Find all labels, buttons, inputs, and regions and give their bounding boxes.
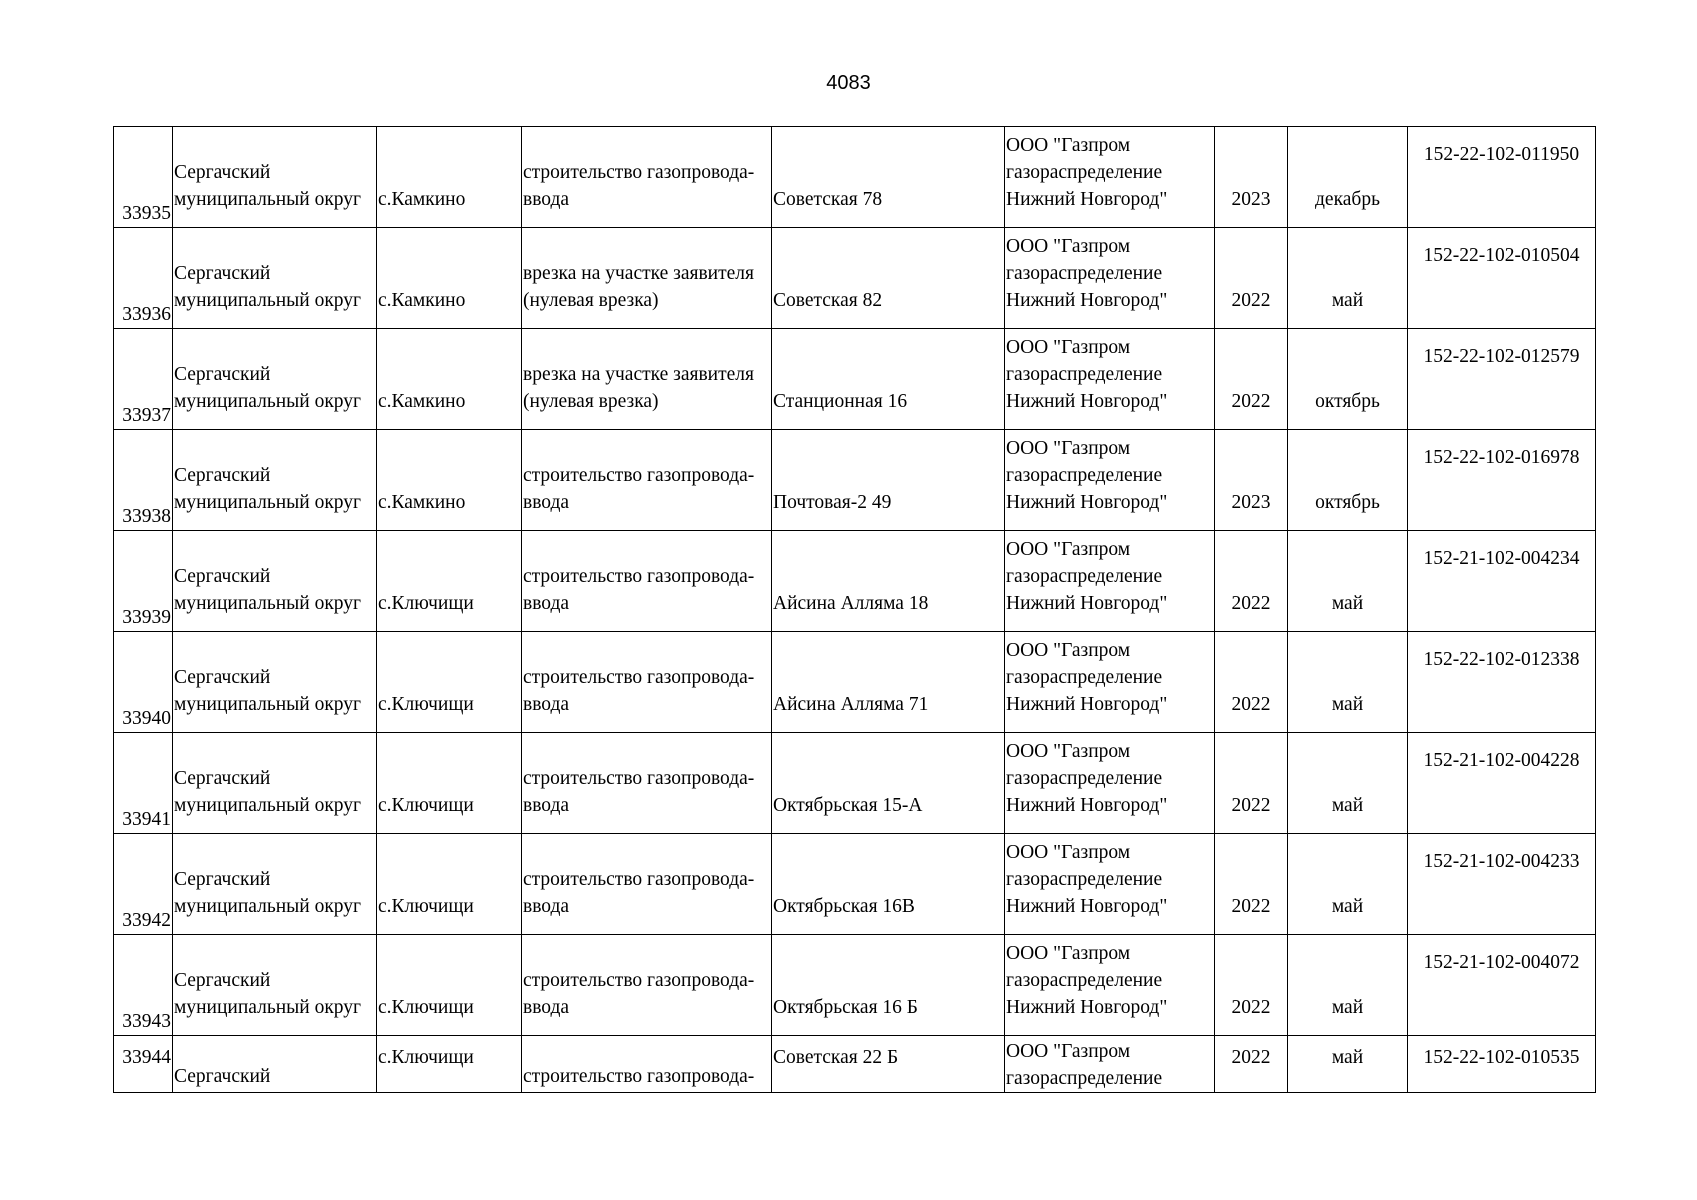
work-line-2: (нулевая врезка) [523, 391, 659, 412]
org-line-3: Нижний Новгород" [1006, 492, 1168, 513]
district-cell [173, 1036, 377, 1093]
row-id-cell [114, 1036, 173, 1093]
year-cell [1215, 935, 1288, 1036]
settlement: с.Камкино [378, 290, 466, 311]
work-line-2: ввода [523, 694, 570, 715]
address: Почтовая-2 49 [773, 492, 892, 513]
work-type-cell [522, 632, 772, 733]
org-line-1: ООО "Газпром [1006, 438, 1131, 459]
code-cell [1408, 834, 1596, 935]
year: 2022 [1231, 997, 1271, 1018]
row-id: 33943 [122, 1011, 171, 1032]
address: Октябрьская 16В [773, 896, 915, 917]
org-line-1: ООО "Газпром [1006, 236, 1131, 257]
district-line-1: Сергачский [174, 1066, 271, 1087]
org-line-3: Нижний Новгород" [1006, 896, 1168, 917]
row-id-cell [114, 935, 173, 1036]
work-type-cell [522, 430, 772, 531]
district-line-1: Сергачский [174, 768, 271, 789]
year: 2022 [1231, 1047, 1271, 1068]
year: 2022 [1231, 593, 1271, 614]
org-line-3: Нижний Новгород" [1006, 694, 1168, 715]
address-cell [772, 1036, 1005, 1093]
row-id: 33935 [122, 203, 171, 224]
address-cell [772, 329, 1005, 430]
org-line-2: газораспределение [1006, 667, 1163, 688]
work-type-cell [522, 531, 772, 632]
row-id-cell [114, 632, 173, 733]
organization-cell [1005, 935, 1215, 1036]
org-line-2: газораспределение [1006, 768, 1163, 789]
district-line-1: Сергачский [174, 465, 271, 486]
code-cell [1408, 935, 1596, 1036]
address-cell [772, 935, 1005, 1036]
work-line-1: строительство газопровода- [523, 1066, 755, 1087]
code-cell [1408, 228, 1596, 329]
org-line-1: ООО "Газпром [1006, 741, 1131, 762]
year-cell [1215, 329, 1288, 430]
settlement-cell [377, 1036, 522, 1093]
organization-cell [1005, 127, 1215, 228]
district-line-2: муниципальный округ [174, 593, 362, 614]
code-cell [1408, 430, 1596, 531]
year-cell [1215, 430, 1288, 531]
org-line-1: ООО "Газпром [1006, 135, 1131, 156]
district-cell [173, 935, 377, 1036]
row-id-cell [114, 228, 173, 329]
settlement: с.Ключищи [378, 694, 474, 715]
org-line-2: газораспределение [1006, 566, 1163, 587]
settlement: с.Ключищи [378, 896, 474, 917]
row-id-cell [114, 733, 173, 834]
application-code: 152-21-102-004233 [1423, 851, 1580, 872]
settlement-cell [377, 531, 522, 632]
address-cell [772, 531, 1005, 632]
page-number: 4083 [826, 72, 871, 94]
work-line-1: строительство газопровода- [523, 869, 755, 890]
code-cell [1408, 127, 1596, 228]
org-line-2: газораспределение [1006, 263, 1163, 284]
organization-cell [1005, 1036, 1215, 1093]
district-line-2: муниципальный округ [174, 896, 362, 917]
application-code: 152-22-102-011950 [1423, 144, 1580, 165]
table-row [114, 1036, 1596, 1093]
work-line-1: строительство газопровода- [523, 768, 755, 789]
table-row [114, 531, 1596, 632]
org-line-2: газораспределение [1006, 970, 1163, 991]
org-line-3: Нижний Новгород" [1006, 593, 1168, 614]
row-id: 33941 [122, 809, 171, 830]
year: 2022 [1231, 290, 1271, 311]
year-cell [1215, 127, 1288, 228]
month-cell [1288, 430, 1408, 531]
application-code: 152-22-102-010535 [1423, 1047, 1580, 1068]
work-line-1: строительство газопровода- [523, 667, 755, 688]
work-line-1: врезка на участке заявителя [523, 364, 754, 385]
organization-cell [1005, 228, 1215, 329]
work-type-cell [522, 935, 772, 1036]
code-cell [1408, 733, 1596, 834]
application-code: 152-21-102-004234 [1423, 548, 1580, 569]
address-cell [772, 834, 1005, 935]
year-cell [1215, 733, 1288, 834]
work-type-cell [522, 228, 772, 329]
month: май [1331, 1047, 1364, 1068]
year-cell [1215, 1036, 1288, 1093]
district-line-2: муниципальный округ [174, 391, 362, 412]
org-line-3: Нижний Новгород" [1006, 290, 1168, 311]
work-line-2: ввода [523, 593, 570, 614]
year-cell [1215, 632, 1288, 733]
month-cell [1288, 1036, 1408, 1093]
org-line-1: ООО "Газпром [1006, 1041, 1131, 1062]
month-cell [1288, 834, 1408, 935]
address-cell [772, 127, 1005, 228]
org-line-1: ООО "Газпром [1006, 539, 1131, 560]
settlement-cell [377, 430, 522, 531]
district-line-2: муниципальный округ [174, 795, 362, 816]
row-id: 33938 [122, 506, 171, 527]
district-line-1: Сергачский [174, 162, 271, 183]
month: май [1331, 694, 1364, 715]
org-line-3: Нижний Новгород" [1006, 997, 1168, 1018]
row-id-cell [114, 430, 173, 531]
year: 2022 [1231, 694, 1271, 715]
org-line-2: газораспределение [1006, 1068, 1163, 1089]
settlement-cell [377, 329, 522, 430]
address: Советская 22 Б [773, 1047, 899, 1068]
org-line-2: газораспределение [1006, 465, 1163, 486]
row-id: 33940 [122, 708, 171, 729]
district-line-2: муниципальный округ [174, 997, 362, 1018]
district-line-2: муниципальный округ [174, 492, 362, 513]
address: Станционная 16 [773, 391, 908, 412]
work-type-cell [522, 127, 772, 228]
work-line-1: строительство газопровода- [523, 566, 755, 587]
month: май [1331, 997, 1364, 1018]
month: май [1331, 795, 1364, 816]
year: 2022 [1231, 391, 1271, 412]
row-id: 33942 [122, 910, 171, 931]
org-line-1: ООО "Газпром [1006, 943, 1131, 964]
row-id: 33939 [122, 607, 171, 628]
district-cell [173, 127, 377, 228]
district-line-1: Сергачский [174, 667, 271, 688]
district-line-1: Сергачский [174, 566, 271, 587]
table-row [114, 127, 1596, 228]
month-cell [1288, 127, 1408, 228]
year-cell [1215, 531, 1288, 632]
year: 2023 [1231, 492, 1271, 513]
org-line-1: ООО "Газпром [1006, 640, 1131, 661]
row-id: 33944 [122, 1047, 171, 1068]
district-line-1: Сергачский [174, 869, 271, 890]
org-line-3: Нижний Новгород" [1006, 795, 1168, 816]
year-cell [1215, 834, 1288, 935]
org-line-3: Нижний Новгород" [1006, 189, 1168, 210]
table-row [114, 733, 1596, 834]
org-line-1: ООО "Газпром [1006, 337, 1131, 358]
address-cell [772, 733, 1005, 834]
org-line-3: Нижний Новгород" [1006, 391, 1168, 412]
month: май [1331, 896, 1364, 917]
district-line-1: Сергачский [174, 364, 271, 385]
code-cell [1408, 531, 1596, 632]
gasification-table [113, 126, 1596, 1093]
settlement-cell [377, 632, 522, 733]
month: декабрь [1315, 189, 1380, 210]
settlement: с.Ключищи [378, 1047, 474, 1068]
work-line-2: (нулевая врезка) [523, 290, 659, 311]
settlement: с.Ключищи [378, 593, 474, 614]
settlement: с.Камкино [378, 492, 466, 513]
address: Айсина Алляма 18 [773, 593, 929, 614]
table-row [114, 329, 1596, 430]
code-cell [1408, 1036, 1596, 1093]
address: Айсина Алляма 71 [773, 694, 929, 715]
settlement-cell [377, 834, 522, 935]
work-type-cell [522, 1036, 772, 1093]
address: Советская 78 [773, 189, 883, 210]
year: 2022 [1231, 795, 1271, 816]
code-cell [1408, 329, 1596, 430]
table-body [114, 127, 1596, 1093]
work-line-2: ввода [523, 492, 570, 513]
organization-cell [1005, 733, 1215, 834]
settlement: с.Камкино [378, 189, 466, 210]
month: май [1331, 593, 1364, 614]
year: 2023 [1231, 189, 1271, 210]
month-cell [1288, 228, 1408, 329]
work-type-cell [522, 733, 772, 834]
organization-cell [1005, 531, 1215, 632]
work-line-1: строительство газопровода- [523, 970, 755, 991]
row-id: 33936 [122, 304, 171, 325]
district-cell [173, 531, 377, 632]
month-cell [1288, 733, 1408, 834]
table-row [114, 228, 1596, 329]
work-line-1: строительство газопровода- [523, 465, 755, 486]
application-code: 152-22-102-012579 [1423, 346, 1580, 367]
address: Советская 82 [773, 290, 883, 311]
district-cell [173, 430, 377, 531]
row-id-cell [114, 329, 173, 430]
district-line-1: Сергачский [174, 263, 271, 284]
district-line-2: муниципальный округ [174, 189, 362, 210]
org-line-1: ООО "Газпром [1006, 842, 1131, 863]
district-cell [173, 228, 377, 329]
organization-cell [1005, 632, 1215, 733]
application-code: 152-22-102-012338 [1423, 649, 1580, 670]
row-id-cell [114, 834, 173, 935]
district-line-2: муниципальный округ [174, 694, 362, 715]
table-row [114, 632, 1596, 733]
address-cell [772, 430, 1005, 531]
year: 2022 [1231, 896, 1271, 917]
work-type-cell [522, 834, 772, 935]
settlement: с.Камкино [378, 391, 466, 412]
application-code: 152-22-102-016978 [1423, 447, 1580, 468]
organization-cell [1005, 430, 1215, 531]
year-cell [1215, 228, 1288, 329]
table-row [114, 935, 1596, 1036]
org-line-2: газораспределение [1006, 162, 1163, 183]
row-id: 33937 [122, 405, 171, 426]
application-code: 152-21-102-004072 [1423, 952, 1580, 973]
settlement-cell [377, 127, 522, 228]
org-line-2: газораспределение [1006, 364, 1163, 385]
table-row [114, 834, 1596, 935]
month-cell [1288, 329, 1408, 430]
work-line-2: ввода [523, 189, 570, 210]
settlement: с.Ключищи [378, 997, 474, 1018]
month: октябрь [1315, 391, 1380, 412]
address: Октябрьская 16 Б [773, 997, 919, 1018]
month: октябрь [1315, 492, 1380, 513]
settlement: с.Ключищи [378, 795, 474, 816]
work-line-2: ввода [523, 896, 570, 917]
address-cell [772, 632, 1005, 733]
settlement-cell [377, 733, 522, 834]
organization-cell [1005, 834, 1215, 935]
organization-cell [1005, 329, 1215, 430]
address: Октябрьская 15-А [773, 795, 923, 816]
address-cell [772, 228, 1005, 329]
month-cell [1288, 531, 1408, 632]
district-cell [173, 733, 377, 834]
code-cell [1408, 632, 1596, 733]
row-id-cell [114, 531, 173, 632]
org-line-2: газораспределение [1006, 869, 1163, 890]
district-line-2: муниципальный округ [174, 290, 362, 311]
settlement-cell [377, 935, 522, 1036]
application-code: 152-22-102-010504 [1423, 245, 1580, 266]
district-cell [173, 329, 377, 430]
month-cell [1288, 935, 1408, 1036]
work-line-1: врезка на участке заявителя [523, 263, 754, 284]
settlement-cell [377, 228, 522, 329]
application-code: 152-21-102-004228 [1423, 750, 1580, 771]
work-type-cell [522, 329, 772, 430]
table-row [114, 430, 1596, 531]
month-cell [1288, 632, 1408, 733]
district-cell [173, 834, 377, 935]
district-line-1: Сергачский [174, 970, 271, 991]
work-line-1: строительство газопровода- [523, 162, 755, 183]
work-line-2: ввода [523, 795, 570, 816]
work-line-2: ввода [523, 997, 570, 1018]
district-cell [173, 632, 377, 733]
row-id-cell [114, 127, 173, 228]
month: май [1331, 290, 1364, 311]
